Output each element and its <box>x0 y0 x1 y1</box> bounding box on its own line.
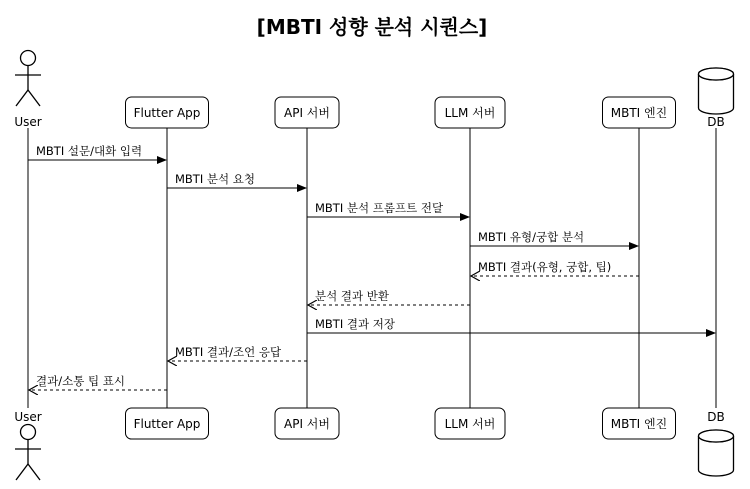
participant-box-app <box>126 97 209 128</box>
participant-label-engine: MBTI 엔진 <box>610 417 668 431</box>
message-label: 결과/소통 팁 표시 <box>36 374 125 388</box>
actor-user-icon <box>15 425 41 481</box>
participant-box-llm <box>435 97 505 128</box>
participant-box-api <box>275 97 339 128</box>
participant-label-user: User <box>14 410 42 424</box>
participant-label-llm: LLM 서버 <box>444 417 496 431</box>
database-db-icon <box>699 430 734 476</box>
message-label: MBTI 결과 저장 <box>315 317 395 331</box>
participant-box-api <box>275 408 339 439</box>
message-8 <box>168 345 307 361</box>
participant-label-api: API 서버 <box>284 417 330 431</box>
participant-label-db: DB <box>707 410 725 424</box>
participant-box-engine <box>603 97 676 128</box>
message-1 <box>28 144 166 160</box>
participant-label-db: DB <box>707 115 725 129</box>
participants-bottom <box>14 408 733 480</box>
actor-user-icon <box>15 51 41 107</box>
lifelines <box>28 128 716 408</box>
message-label: MBTI 결과(유형, 궁합, 팁) <box>478 260 612 274</box>
participant-box-app <box>126 408 209 439</box>
message-label: 분석 결과 반환 <box>315 289 389 303</box>
participant-box-engine <box>603 408 676 439</box>
message-9 <box>29 374 167 390</box>
message-label: MBTI 분석 프롬프트 전달 <box>315 201 444 215</box>
message-label: MBTI 유형/궁합 분석 <box>478 230 585 244</box>
participant-label-app: Flutter App <box>133 417 201 431</box>
message-6 <box>308 289 470 305</box>
participant-label-llm: LLM 서버 <box>444 106 496 120</box>
message-label: MBTI 분석 요청 <box>175 172 255 186</box>
participant-label-api: API 서버 <box>284 106 330 120</box>
message-label: MBTI 설문/대화 입력 <box>36 144 143 158</box>
message-5 <box>471 260 639 276</box>
message-7 <box>307 317 715 333</box>
message-label: MBTI 결과/조언 응답 <box>175 345 282 359</box>
messages <box>28 144 715 390</box>
participant-label-engine: MBTI 엔진 <box>610 106 668 120</box>
diagram-title: [MBTI 성향 분석 시퀀스] <box>256 15 488 39</box>
participant-box-llm <box>435 408 505 439</box>
database-db-icon <box>699 68 734 114</box>
participant-label-app: Flutter App <box>133 106 201 120</box>
message-2 <box>167 172 306 188</box>
participants-top <box>14 51 733 130</box>
message-4 <box>470 230 638 246</box>
participant-label-user: User <box>14 115 42 129</box>
message-3 <box>307 201 469 217</box>
